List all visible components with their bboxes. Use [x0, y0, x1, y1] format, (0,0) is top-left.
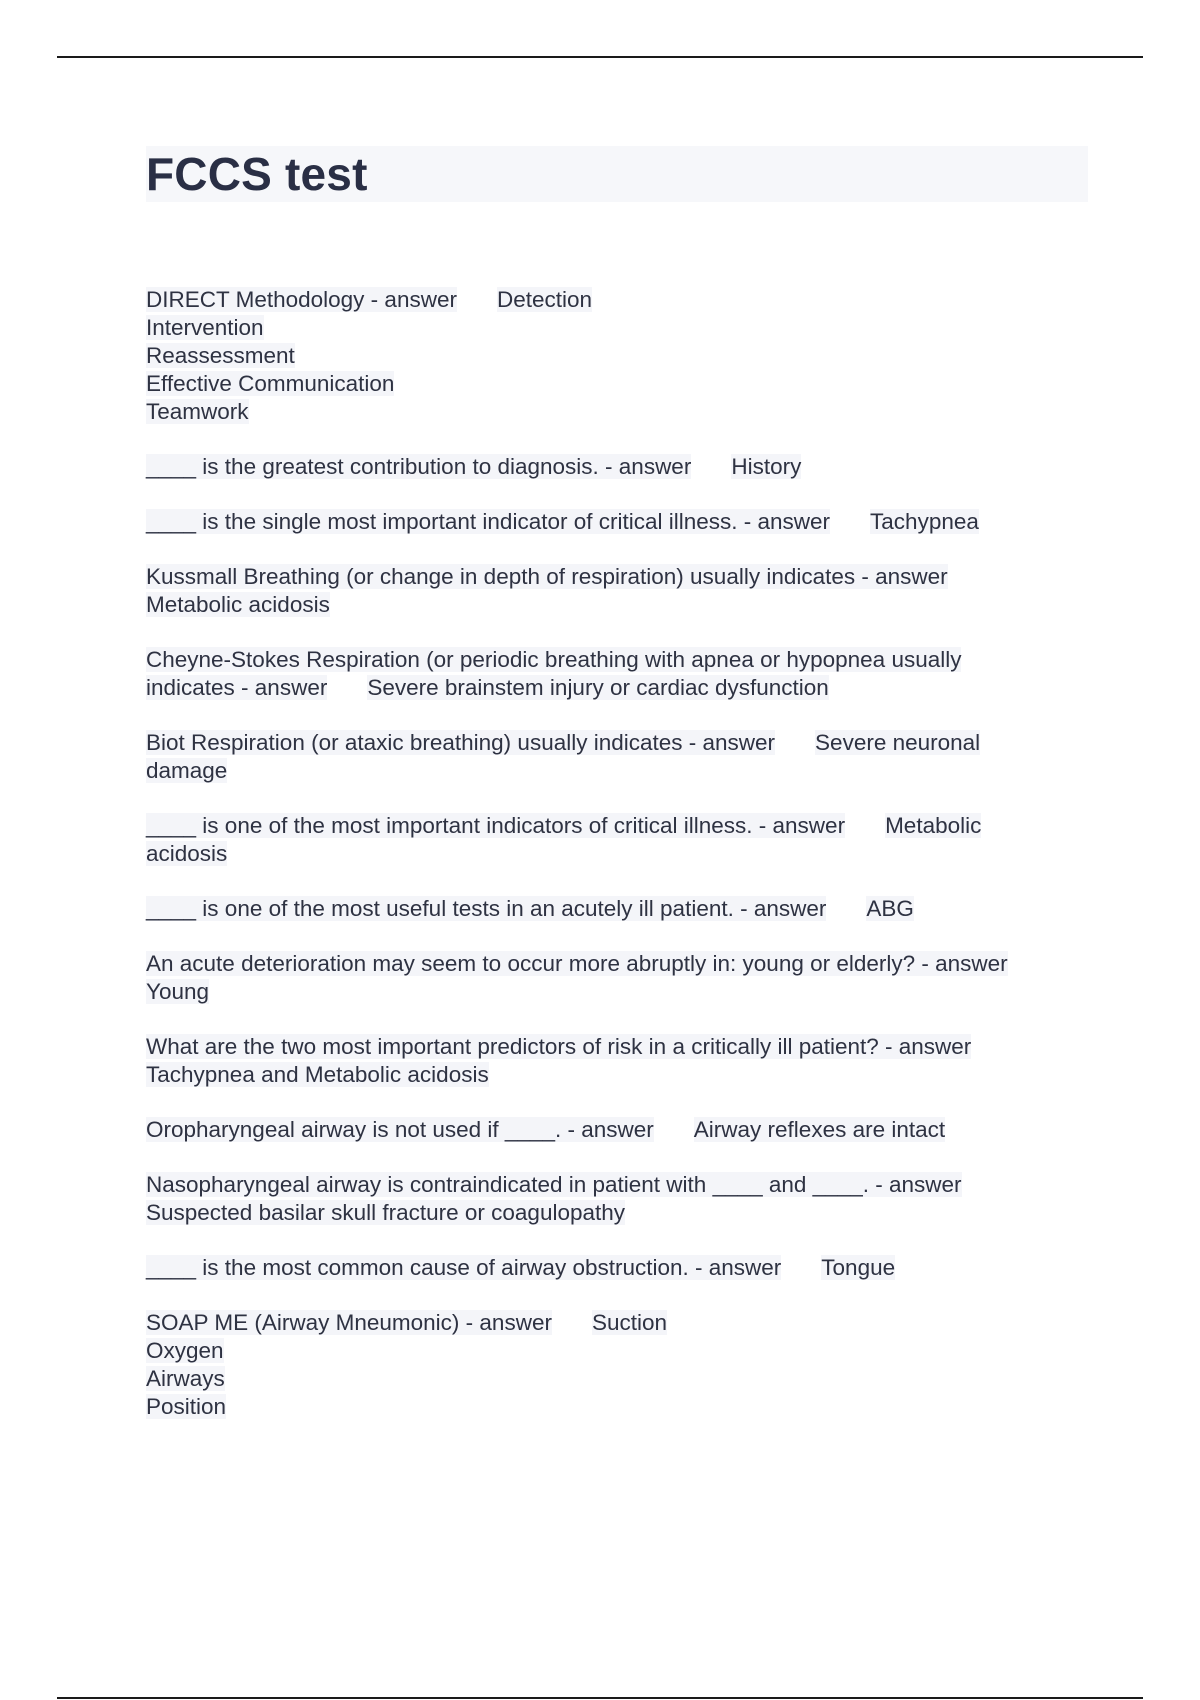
question-text: An acute deterioration may seem to occur more abruptly in: young or elderly? - answer	[146, 951, 1008, 976]
question-text: What are the two most important predictors of risk in a critically ill patient? - answer	[146, 1034, 972, 1059]
qa-line	[146, 314, 1088, 342]
qa-item	[146, 1309, 1088, 1421]
answer-text: Severe neuronal	[815, 730, 981, 755]
question-text: Biot Respiration (or ataxic breathing) usually indicates - answer	[146, 730, 776, 755]
qa-line	[146, 1116, 1088, 1144]
question-text: ____ is the single most important indicator of critical illness. - answer	[146, 509, 831, 534]
qa-item	[146, 729, 1088, 785]
question-text: damage	[146, 758, 228, 783]
qa-item	[146, 950, 1088, 1006]
qa-line	[146, 950, 1088, 978]
question-text: Cheyne-Stokes Respiration (or periodic breathing with apnea or hypopnea usually	[146, 647, 962, 672]
question-text: Kussmall Breathing (or change in depth of respiration) usually indicates - answer	[146, 564, 948, 589]
page-content	[146, 146, 1088, 1448]
bottom-rule	[57, 1697, 1143, 1699]
qa-item	[146, 1033, 1088, 1089]
answer-text: Metabolic	[885, 813, 982, 838]
question-text: ____ is the most common cause of airway obstruction. - answer	[146, 1255, 782, 1280]
answer-text: Tachypnea	[870, 509, 979, 534]
qa-line	[146, 591, 1088, 619]
question-text: ____ is one of the most useful tests in an acutely ill patient. - answer	[146, 896, 827, 921]
qa-item	[146, 1254, 1088, 1282]
answer-text: Detection	[496, 287, 593, 312]
qa-line	[146, 398, 1088, 426]
qa-item	[146, 453, 1088, 481]
question-text: acidosis	[146, 841, 228, 866]
qa-item	[146, 1116, 1088, 1144]
qa-item	[146, 508, 1088, 536]
qa-line	[146, 840, 1088, 868]
question-text: Tachypnea and Metabolic acidosis	[146, 1062, 489, 1087]
qa-line	[146, 757, 1088, 785]
question-text: Metabolic acidosis	[146, 592, 330, 617]
answer-text: Airway reflexes are intact	[693, 1117, 946, 1142]
answer-text: Suction	[591, 1310, 668, 1335]
qa-line	[146, 646, 1088, 674]
qa-item	[146, 895, 1088, 923]
question-text: Position	[146, 1394, 227, 1419]
question-text: ____ is the greatest contribution to diagnosis. - answer	[146, 454, 692, 479]
qa-line	[146, 563, 1088, 591]
qa-item	[146, 286, 1088, 426]
qa-item	[146, 563, 1088, 619]
qa-line	[146, 1199, 1088, 1227]
answer-text: History	[731, 454, 802, 479]
question-text: Effective Communication	[146, 371, 395, 396]
question-text: Nasopharyngeal airway is contraindicated in patient with ____ and ____. - answer	[146, 1172, 962, 1197]
qa-line	[146, 1393, 1088, 1421]
qa-line	[146, 1365, 1088, 1393]
qa-item	[146, 812, 1088, 868]
qa-line	[146, 1171, 1088, 1199]
question-text: indicates - answer	[146, 675, 328, 700]
question-text: Young	[146, 979, 209, 1004]
question-text: Oxygen	[146, 1338, 224, 1363]
answer-text: Tongue	[821, 1255, 896, 1280]
qa-line	[146, 1309, 1088, 1337]
qa-line	[146, 342, 1088, 370]
question-text: Oropharyngeal airway is not used if ____. - answer	[146, 1117, 654, 1142]
question-text: Reassessment	[146, 343, 295, 368]
qa-line	[146, 1061, 1088, 1089]
qa-line	[146, 1033, 1088, 1061]
qa-line	[146, 1254, 1088, 1282]
qa-line	[146, 508, 1088, 536]
question-text: SOAP ME (Airway Mneumonic) - answer	[146, 1310, 552, 1335]
qa-line	[146, 370, 1088, 398]
answer-text: ABG	[866, 896, 914, 921]
qa-line	[146, 978, 1088, 1006]
question-text: Suspected basilar skull fracture or coagulopathy	[146, 1200, 626, 1225]
qa-line	[146, 895, 1088, 923]
question-text: Airways	[146, 1366, 225, 1391]
qa-item	[146, 1171, 1088, 1227]
qa-item	[146, 646, 1088, 702]
question-text: DIRECT Methodology - answer	[146, 287, 457, 312]
question-text: Intervention	[146, 315, 264, 340]
answer-text: Severe brainstem injury or cardiac dysfunction	[367, 675, 829, 700]
question-text: Teamwork	[146, 399, 249, 424]
top-rule	[57, 56, 1143, 58]
document-title: FCCS test	[146, 148, 368, 200]
qa-list	[146, 286, 1088, 1421]
qa-line	[146, 1337, 1088, 1365]
title-band	[146, 146, 1088, 202]
qa-line	[146, 729, 1088, 757]
qa-line	[146, 812, 1088, 840]
question-text: ____ is one of the most important indicators of critical illness. - answer	[146, 813, 846, 838]
qa-line	[146, 674, 1088, 702]
qa-line	[146, 286, 1088, 314]
qa-line	[146, 453, 1088, 481]
